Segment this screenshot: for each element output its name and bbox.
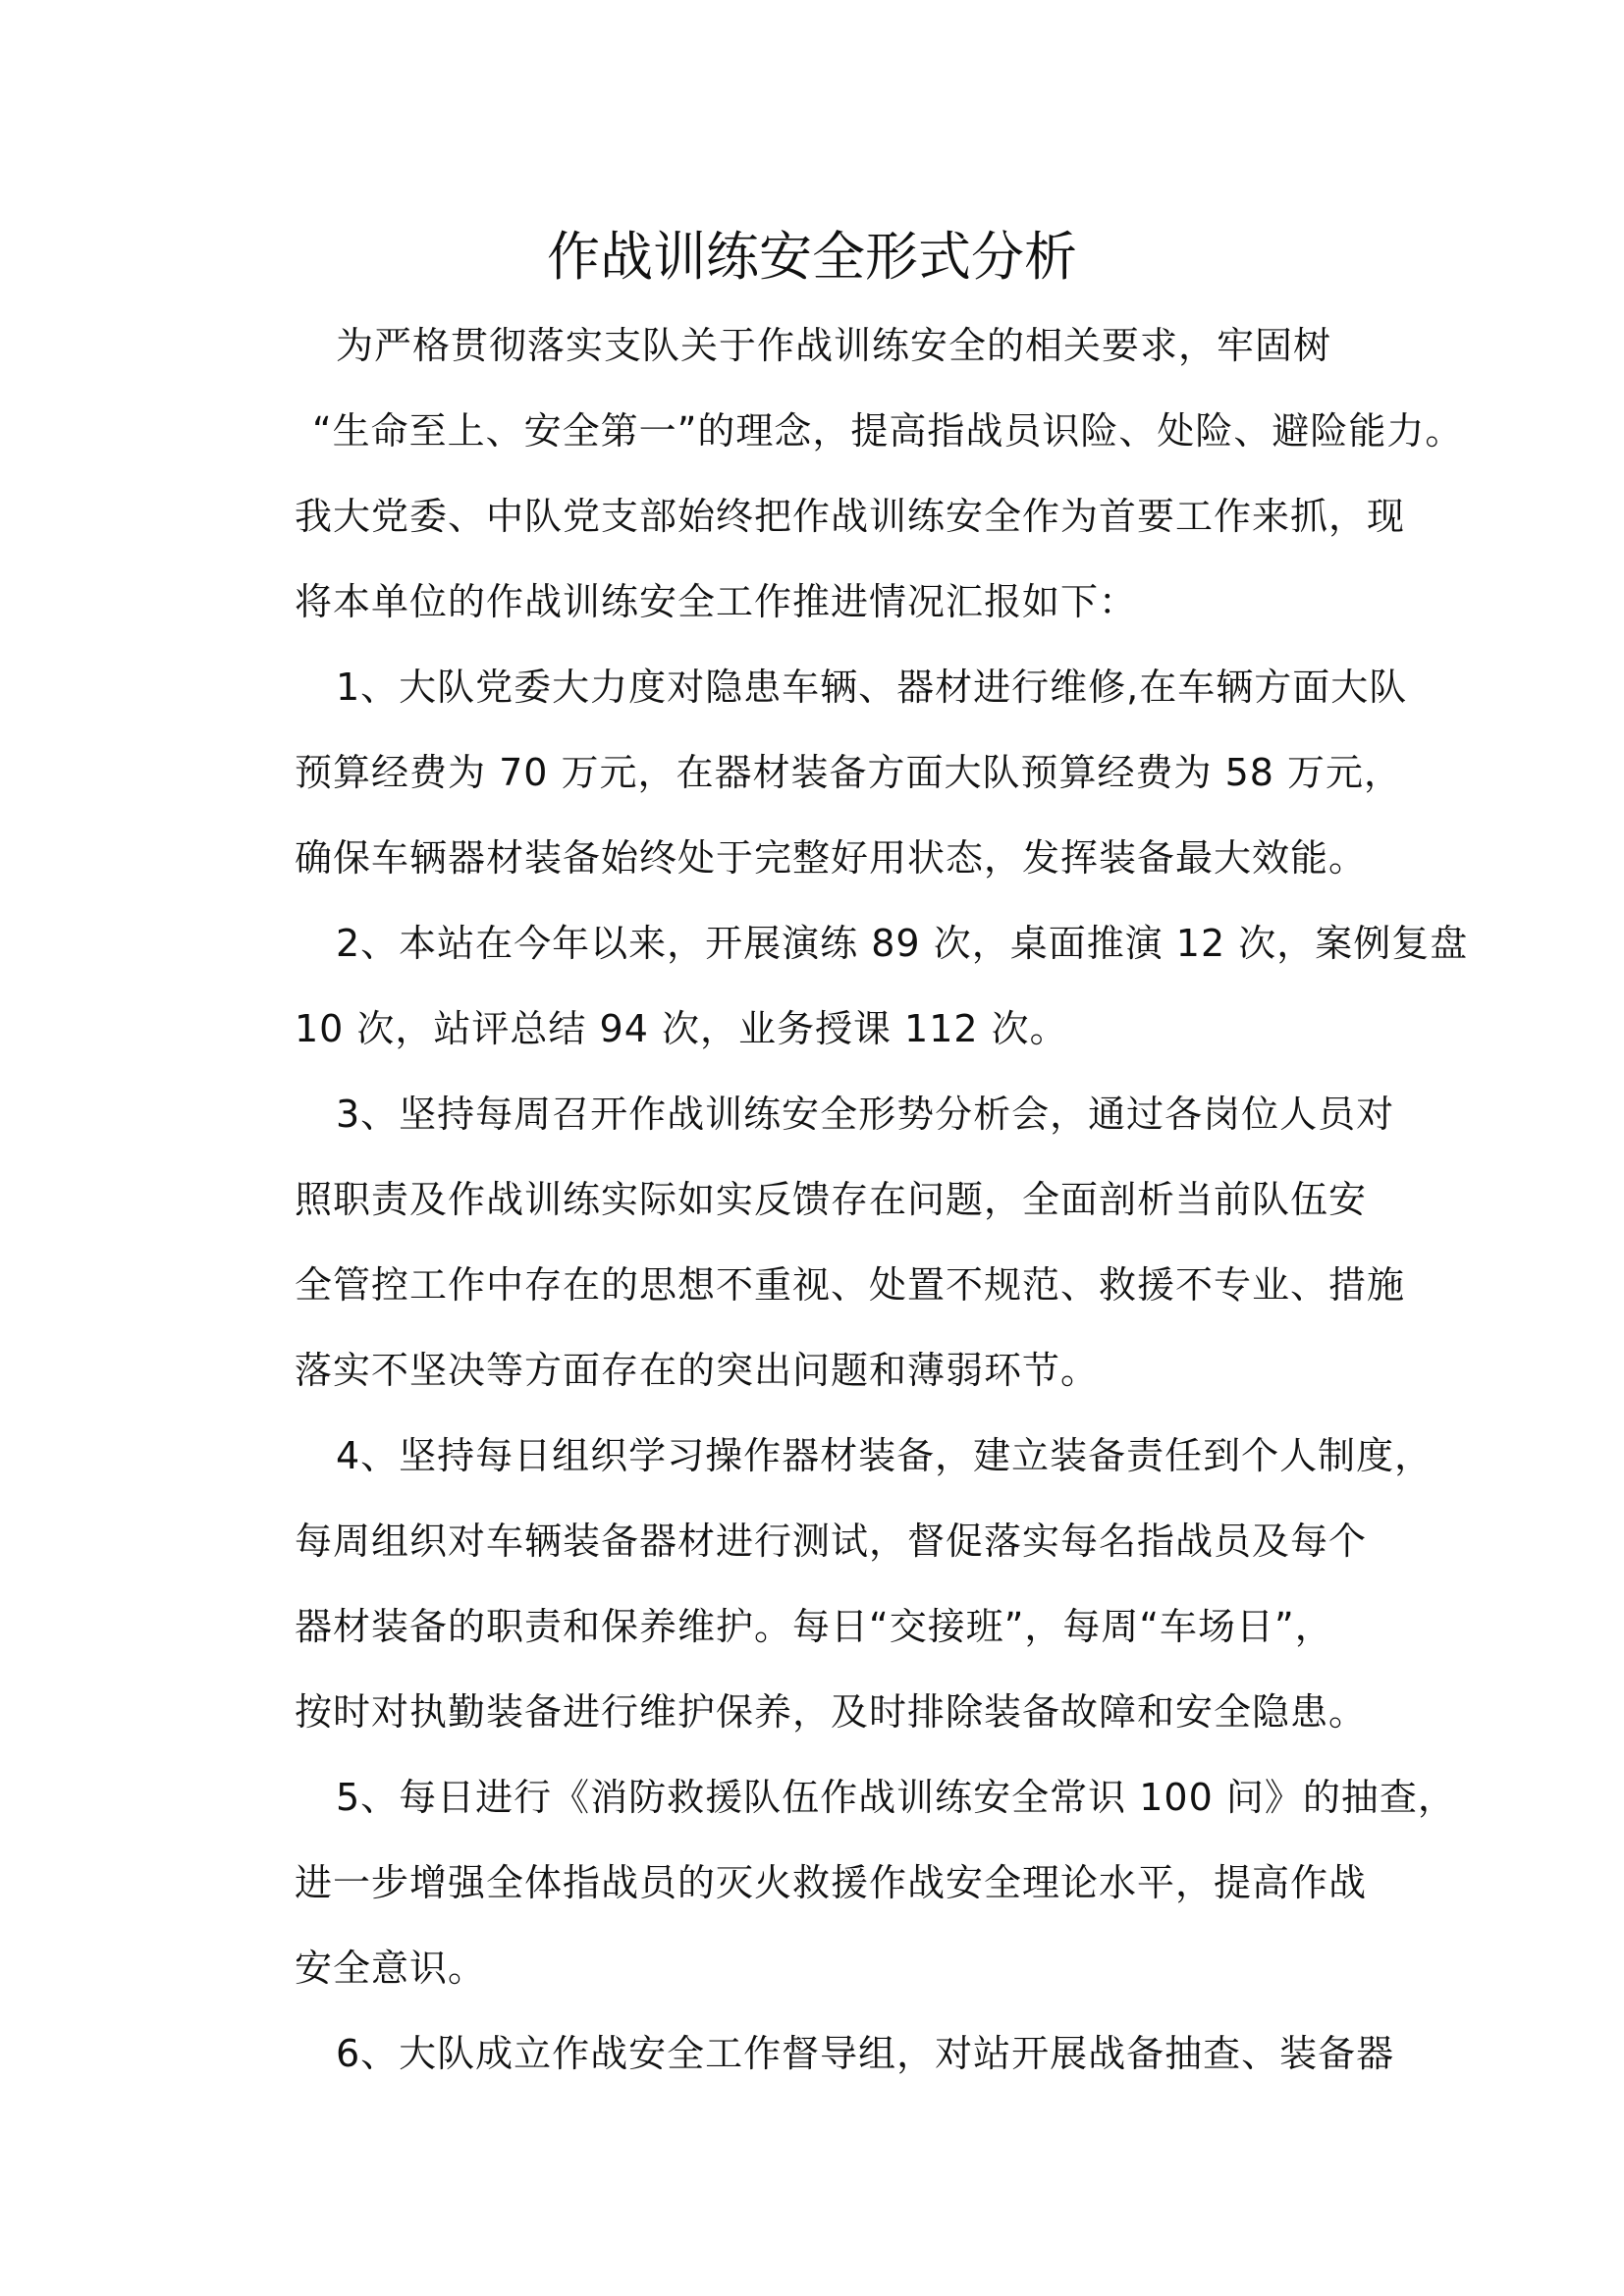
paragraph-line: 6、大队成立作战安全工作督导组，对站开展战备抽查、装备器 bbox=[336, 2032, 1395, 2075]
paragraph-line: 2、本站在今年以来，开展演练 89 次，桌面推演 12 次，案例复盘 bbox=[336, 922, 1469, 965]
paragraph-line: 落实不坚决等方面存在的突出问题和薄弱环节。 bbox=[295, 1349, 1100, 1392]
paragraph-line: 为严格贯彻落实支队关于作战训练安全的相关要求，牢固树 bbox=[336, 324, 1332, 367]
paragraph-line: 10 次，站评总结 94 次，业务授课 112 次。 bbox=[295, 1007, 1068, 1050]
paragraph-line: 预算经费为 70 万元，在器材装备方面大队预算经费为 58 万元， bbox=[295, 751, 1403, 794]
paragraph-line: 4、坚持每日组织学习操作器材装备，建立装备责任到个人制度， bbox=[336, 1434, 1434, 1477]
paragraph-line: 5、每日进行《消防救援队伍作战训练安全常识 100 问》的抽查， bbox=[336, 1776, 1456, 1819]
document-body bbox=[295, 303, 1469, 2097]
paragraph-line: 全管控工作中存在的思想不重视、处置不规范、救援不专业、措施 bbox=[295, 1263, 1406, 1307]
paragraph-line: 器材装备的职责和保养维护。每日“交接班”，每周“车场日”， bbox=[295, 1605, 1333, 1648]
paragraph-line: 我大党委、中队党支部始终把作战训练安全作为首要工作来抓，现 bbox=[295, 495, 1406, 538]
document-title: 作战训练安全形式分析 bbox=[547, 226, 1077, 288]
paragraph-line: 照职责及作战训练实际如实反馈存在问题，全面剖析当前队伍安 bbox=[295, 1178, 1368, 1221]
paragraph-line: 1、大队党委大力度对隐患车辆、器材进行维修,在车辆方面大队 bbox=[336, 666, 1408, 709]
paragraph-line: 3、坚持每周召开作战训练安全形势分析会，通过各岗位人员对 bbox=[336, 1093, 1395, 1136]
paragraph-line: 安全意识。 bbox=[295, 1947, 487, 1990]
paragraph-line: 进一步增强全体指战员的灭火救援作战安全理论水平，提高作战 bbox=[295, 1861, 1368, 1904]
paragraph-line: “生命至上、安全第一”的理念，提高指战员识险、处险、避险能力。 bbox=[312, 409, 1464, 453]
paragraph-line: 每周组织对车辆装备器材进行测试，督促落实每名指战员及每个 bbox=[295, 1520, 1368, 1563]
paragraph-line: 将本单位的作战训练安全工作推进情况汇报如下： bbox=[295, 580, 1138, 623]
paragraph-line: 按时对执勤装备进行维护保养，及时排除装备故障和安全隐患。 bbox=[295, 1690, 1368, 1734]
paragraph-line: 确保车辆器材装备始终处于完整好用状态，发挥装备最大效能。 bbox=[295, 836, 1368, 880]
